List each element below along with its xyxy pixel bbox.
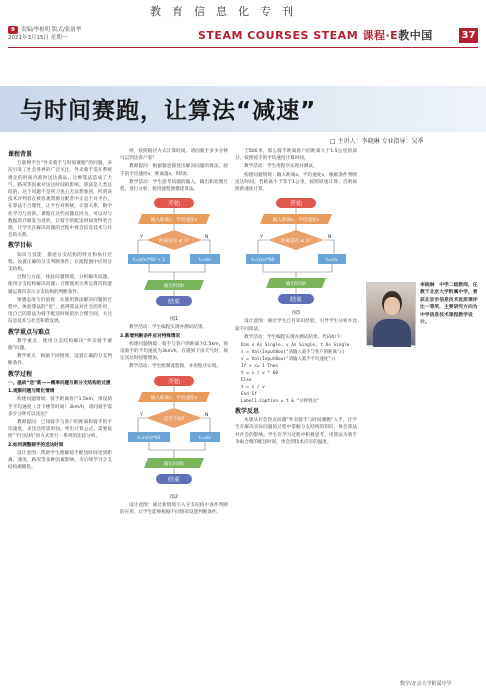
article-byline: □ 主讲人：李晓琳 专业指导：吴季 xyxy=(330,138,424,145)
section-title: 教学目标 xyxy=(8,242,33,250)
flow-process-right-label: t=s/v xyxy=(199,258,211,264)
section-title: 课程背景 xyxy=(8,151,33,158)
page-number: 37 xyxy=(459,28,478,43)
flowchart-figure-1 xyxy=(128,196,220,314)
flow-input-label: 输入距离s，平均速度v xyxy=(272,218,320,224)
paragraph: 构建问题情境：骑手与客户的距离为1.5km，预设骑手的平均速度为3km/h。在遇到下雨天气时，规定送达时间要增加。 xyxy=(120,341,228,362)
flowchart-figure-2 xyxy=(128,374,220,492)
article-headline: 与时间赛跑，让算法“减速” xyxy=(20,98,317,124)
masthead xyxy=(0,0,486,52)
section-title: 教学重点与难点 xyxy=(8,328,51,336)
paragraph: 教学活动：学生用程序实现并测试。 xyxy=(244,164,318,170)
paragraph: 构建问题情境：骑手距离客户1.5km，预设骑手平均速度（含下楼等时间）3km/h，请问骑手需多少分钟可以送达？ xyxy=(8,397,112,417)
flow-end-label: 结束 xyxy=(167,476,181,484)
flow-start-label: 开始 xyxy=(167,378,181,386)
paragraph: 本课从社会热点问题“外卖骑手与时间赛跑”入手，让学生在解决实际问题的过程中掌握分支结构的知识，体会算法对社会的影响。学生在学习过程中积极思考，用算法为骑手争取合理的配送时间，体会到技术应有的温度。 xyxy=(235,418,357,445)
issue-date: 2021年3月15日 xyxy=(8,35,49,41)
masthead-divider xyxy=(8,47,478,48)
designer-name: 版式/张洛华 xyxy=(51,27,82,33)
footer-editor: 数学/北京大学附属中学 xyxy=(400,681,452,687)
paragraph: 设计意图：通过新情境引入分支结构中条件判断的应用，让学生能够根据不同情况设置判断条件。 xyxy=(120,502,228,516)
flow-input-label: 输入距离s，平均速度v xyxy=(150,395,198,401)
paragraph: 教学活动：学生绘制流程图，并用程序实现。 xyxy=(129,364,221,370)
paragraph: 互联网平台“外卖骑手与时间赛跑”的问题，多次引发了社会各界的广泛关注。外卖骑手需在系统规定的时间内准时送达商品，这种算法造成了大气、路况等因素对送达时间的影响。算法是人类总结的，这个问题不是所刀也心无法想象到。所谓该技术评判者在被客观资源分配者中正是个对平台，在算法不合理性，让平台对系统，计量关系，数学化学习与创新，课程在这些问题以同为，可以对与数据的存储发为进阶，让骑手的配送时间变得更合理，让学生在解决问题的过程中体会信息技术与社会的关系。 xyxy=(8,161,112,239)
paragraph: 则，按照路径方式计算时间。请问骑手多少分钟可以到达客户家？ xyxy=(120,149,228,162)
figure-caption: 图2 xyxy=(170,494,178,500)
paragraph: 教学活动：学生编程实现并测试结果，代码如下： xyxy=(244,334,346,340)
flow-yes-label: Y xyxy=(140,235,143,241)
paragraph: 教学重点 使用分支结构解决“外卖骑手赛跑”问题。 xyxy=(8,338,112,352)
code-line: If s <= 1 Then xyxy=(241,364,279,370)
column-3 xyxy=(235,148,357,447)
column-2 xyxy=(120,148,228,517)
paragraph: 于500米，那么骑手距离客户的距离大于1.5公里的部分，按照骑手的平均速度计算时间。 xyxy=(235,149,357,162)
flow-decision-label: 距离是否 ≤ 1? xyxy=(158,239,190,245)
flow-end-label: 结束 xyxy=(289,296,303,304)
issue-weekday: 星期一 xyxy=(50,35,68,41)
paragraph: 构建问题情境：输入距离s、平均速度v，根据条件判断送达时间。若距离小于等于1公里，按照原速计算；否则按照新速度计算。 xyxy=(235,172,357,193)
paragraph: 设计意图：通过学生已有知识经验，引导学生分析并比较不同算法。 xyxy=(235,319,357,332)
flow-output-label: 输出时间t xyxy=(163,461,185,467)
paragraph: 教师提问：根据题意描述出解决问题的算法，骑手的平均速度v，距离值s，时间t。 xyxy=(120,164,228,177)
flow-decision-label: 是否下雨? xyxy=(163,416,185,422)
flow-no-label: N xyxy=(205,412,209,418)
code-line: t = s / v * 60 xyxy=(241,371,279,377)
brand-cn: 课程·E xyxy=(362,29,399,42)
author-bio: 李晓琳 中学二级教师，任教于北京大学附属中学，曾获北京市信息技术优质课评比一等奖，主要研究方向为中学信息技术课程教学设计。 xyxy=(420,282,478,326)
flow-process-right-label: t=s/v xyxy=(326,258,338,264)
subsection-title: 一、温故“送”新——概率问题与新分支结构的过渡 xyxy=(8,380,111,386)
figure-caption: 图3 xyxy=(292,311,300,317)
edition-pill: 9 xyxy=(8,26,18,34)
brand-en: STEAM COURSES STEAM xyxy=(198,29,359,42)
subsection-title: 2.如何调整骑手的送达时间 xyxy=(8,442,64,448)
editor-name: 责编/李根明 xyxy=(20,27,51,33)
subsection-title: 2.新增判断条件应对特殊情况 xyxy=(120,333,181,339)
code-listing xyxy=(235,342,357,405)
column-1 xyxy=(8,148,112,472)
flow-no-label: N xyxy=(205,235,209,241)
code-line: Label1.Caption = t & "分钟到达" xyxy=(241,399,320,405)
section-title: 教学过程 xyxy=(8,370,33,378)
code-line: Else xyxy=(241,378,252,384)
flow-process-left-label: t=(s/v)*60 + 1 xyxy=(132,258,166,264)
code-line: End If xyxy=(241,392,257,398)
flow-input-label: 输入距离s，平均速度v xyxy=(150,218,198,224)
author-photo xyxy=(366,282,416,346)
masthead-title: 教育信息化专刊 xyxy=(150,5,304,18)
flow-process-left-label: t=(s/v)*60 xyxy=(137,435,161,441)
section-title: 教学反思 xyxy=(235,408,260,416)
flow-start-label: 开始 xyxy=(289,200,303,208)
code-line: s = Val(InputBox("请输入骑手与客户的距离")) xyxy=(241,350,345,356)
paragraph: 知识与技能 描述分支结构的特点和执行过程；设置正确的分支判断条件；在流程图中应用分支结构。 xyxy=(8,252,112,273)
flow-output-label: 输出时间t xyxy=(163,284,185,290)
subsection-title: 1.观察问题与简化情境 xyxy=(8,389,55,395)
flow-output-label: 输出时间t xyxy=(285,282,307,288)
paragraph: 过程与方法 体验问题情境，分析解决问题，使用分支结构解决问题；合理使用关系运算符和逻辑运算符表示分支结构的判断条件。 xyxy=(8,275,112,295)
paragraph: 教学难点 根据不同情境，设置正确的分支判断条件。 xyxy=(8,354,112,367)
paragraph: 教师提问：已知骑手与客户的距离和骑手的平均速度，求送达所需时间。列出计算公式，需要按照“平行结构”的方式进行一系列的比较分析。 xyxy=(8,419,112,440)
code-line: v = Val(InputBox("请输入骑手平均速度")) xyxy=(241,357,337,363)
flow-yes-label: Y xyxy=(140,412,143,418)
paragraph: 设计意图：帮助学生理解骑手配送时间受到距离、速度、路况等多种因素影响，为后续学习分支结构做铺垫。 xyxy=(8,450,112,471)
flowchart-figure-3 xyxy=(246,196,346,308)
flow-process-right-label: t=s/v xyxy=(199,435,211,441)
figure-caption: 图1 xyxy=(170,317,178,323)
paragraph: 教学活动：学生编程实现并测试结果。 xyxy=(129,325,208,331)
code-line: Dim s As Single, v As Single, t As Single xyxy=(241,343,350,349)
brand-tail: 教中国 xyxy=(398,29,433,42)
flow-end-label: 结束 xyxy=(167,298,181,306)
flow-yes-label: Y xyxy=(260,235,263,241)
flow-no-label: N xyxy=(328,235,332,241)
masthead-edition xyxy=(8,26,81,42)
paragraph: 教学活动：学生思考问题的输入、输出和处理过程，进行分析，使用流程图描述算法。 xyxy=(120,179,228,193)
flow-process-left-label: t=(s/v)*60 xyxy=(251,258,275,264)
masthead-brand xyxy=(198,27,433,43)
flow-decision-label: 距离是否 ≤ 1? xyxy=(280,239,312,245)
code-line: t = s / v xyxy=(241,385,265,391)
flow-start-label: 开始 xyxy=(167,200,181,208)
paragraph: 情感态度与价值观 在使用算法解决问题的过程中，体验算法的“善”，思辨算法对社会的作用，用自己的算法为骑手配送时间留出合理空间，关注信息技术与社会和谐发展。 xyxy=(8,297,112,325)
